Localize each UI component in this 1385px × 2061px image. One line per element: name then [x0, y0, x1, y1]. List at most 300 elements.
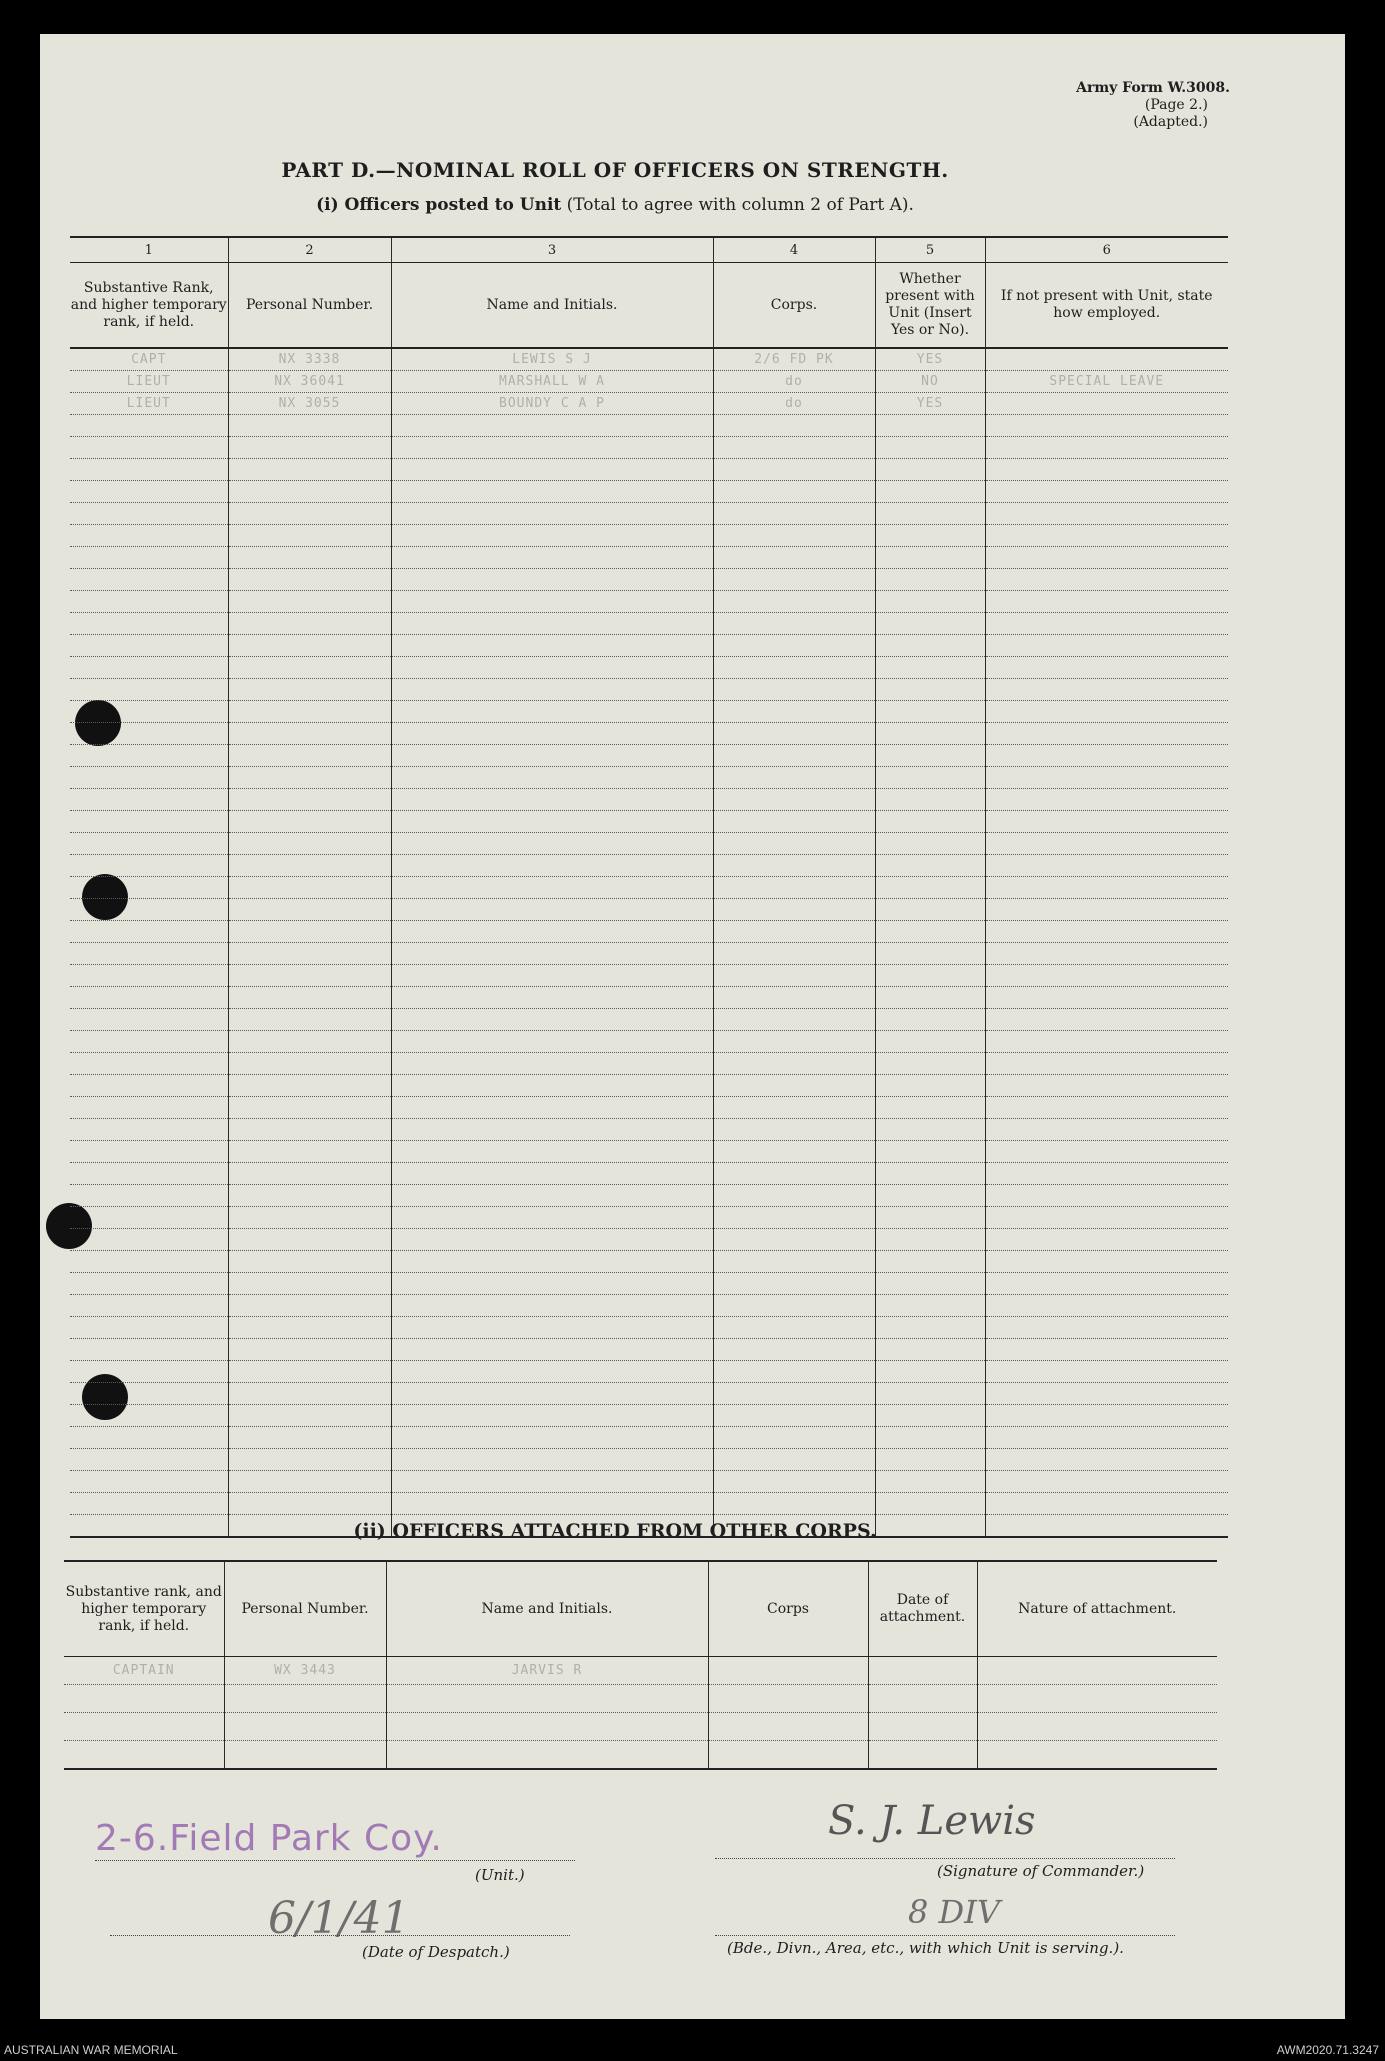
- blank-cell: [391, 1295, 713, 1317]
- blank-cell: [391, 1273, 713, 1295]
- blank-cell: [713, 503, 875, 525]
- blank-cell: [70, 591, 228, 613]
- blank-cell: [713, 1339, 875, 1361]
- blank-cell: [985, 459, 1228, 481]
- blank-cell: [391, 1207, 713, 1229]
- blank-cell: [391, 987, 713, 1009]
- blank-row: [70, 1075, 1228, 1097]
- blank-cell: [985, 701, 1228, 723]
- form-number: Army Form W.3008.: [1076, 80, 1230, 96]
- blank-cell: [713, 1141, 875, 1163]
- rank-cell: CAPT: [70, 348, 228, 371]
- blank-cell: [70, 1361, 228, 1383]
- blank-cell: [875, 767, 985, 789]
- blank-cell: [228, 1427, 391, 1449]
- number-cell: NX 3055: [228, 393, 391, 415]
- blank-cell: [70, 1119, 228, 1141]
- blank-cell: [228, 701, 391, 723]
- present-cell: YES: [875, 393, 985, 415]
- blank-cell: [228, 965, 391, 987]
- blank-cell: [391, 877, 713, 899]
- blank-cell: [70, 1097, 228, 1119]
- blank-cell: [875, 833, 985, 855]
- blank-cell: [713, 745, 875, 767]
- blank-cell: [391, 789, 713, 811]
- blank-cell: [875, 1427, 985, 1449]
- blank-cell: [713, 1075, 875, 1097]
- blank-cell: [875, 855, 985, 877]
- blank-cell: [228, 1317, 391, 1339]
- blank-cell: [70, 877, 228, 899]
- blank-cell: [875, 745, 985, 767]
- blank-cell: [391, 415, 713, 437]
- header-name: Name and Initials.: [386, 1561, 708, 1657]
- blank-cell: [391, 1229, 713, 1251]
- blank-cell: [713, 657, 875, 679]
- number-cell: NX 3338: [228, 348, 391, 371]
- blank-cell: [875, 569, 985, 591]
- blank-cell: [228, 1009, 391, 1031]
- blank-cell: [713, 1229, 875, 1251]
- blank-cell: [875, 1295, 985, 1317]
- blank-cell: [713, 613, 875, 635]
- header-rank: Substantive rank, and higher temporary rank, if held.: [64, 1561, 224, 1657]
- blank-cell: [713, 899, 875, 921]
- nature-cell: [977, 1657, 1217, 1685]
- blank-cell: [391, 745, 713, 767]
- blank-cell: [70, 1251, 228, 1273]
- blank-cell: [391, 833, 713, 855]
- blank-cell: [985, 723, 1228, 745]
- blank-cell: [875, 1053, 985, 1075]
- blank-cell: [985, 1075, 1228, 1097]
- blank-row: [70, 921, 1228, 943]
- blank-cell: [391, 437, 713, 459]
- blank-cell: [70, 855, 228, 877]
- blank-cell: [228, 1493, 391, 1515]
- blank-cell: [875, 877, 985, 899]
- archive-label: AUSTRALIAN WAR MEMORIAL: [4, 2043, 178, 2057]
- blank-cell: [228, 1097, 391, 1119]
- blank-cell: [985, 1207, 1228, 1229]
- blank-cell: [713, 1009, 875, 1031]
- blank-cell: [868, 1713, 977, 1741]
- blank-cell: [228, 877, 391, 899]
- blank-cell: [224, 1713, 386, 1741]
- table-row: [70, 348, 1228, 371]
- blank-cell: [985, 767, 1228, 789]
- blank-cell: [875, 635, 985, 657]
- form-reference: [1030, 80, 1230, 131]
- blank-cell: [391, 965, 713, 987]
- blank-cell: [875, 591, 985, 613]
- header-personal-number: Personal Number.: [228, 263, 391, 349]
- blank-cell: [713, 415, 875, 437]
- header-name: Name and Initials.: [391, 263, 713, 349]
- header-employed: If not present with Unit, state how employed.: [985, 263, 1228, 349]
- blank-cell: [713, 591, 875, 613]
- blank-cell: [713, 1471, 875, 1493]
- blank-cell: [391, 767, 713, 789]
- header-corps: Corps.: [713, 263, 875, 349]
- blank-cell: [985, 965, 1228, 987]
- subtitle-bold: (i) Officers posted to Unit: [316, 195, 562, 215]
- blank-cell: [875, 943, 985, 965]
- blank-cell: [713, 437, 875, 459]
- blank-cell: [228, 1229, 391, 1251]
- employed-cell: [985, 348, 1228, 371]
- blank-row: [70, 459, 1228, 481]
- blank-cell: [70, 481, 228, 503]
- blank-cell: [70, 569, 228, 591]
- employed-cell: [985, 393, 1228, 415]
- blank-cell: [391, 1339, 713, 1361]
- number-cell: WX 3443: [224, 1657, 386, 1685]
- blank-cell: [70, 1339, 228, 1361]
- blank-cell: [391, 547, 713, 569]
- blank-cell: [391, 503, 713, 525]
- blank-row: [70, 525, 1228, 547]
- blank-cell: [70, 789, 228, 811]
- form-adapted-note: (Adapted.): [1133, 114, 1208, 130]
- blank-cell: [228, 789, 391, 811]
- blank-cell: [985, 1405, 1228, 1427]
- blank-row: [70, 1207, 1228, 1229]
- blank-cell: [985, 1427, 1228, 1449]
- blank-cell: [875, 1185, 985, 1207]
- blank-cell: [64, 1713, 224, 1741]
- blank-cell: [713, 789, 875, 811]
- blank-cell: [391, 701, 713, 723]
- date-line: [110, 1935, 570, 1936]
- blank-cell: [228, 1207, 391, 1229]
- number-cell: NX 36041: [228, 371, 391, 393]
- blank-cell: [875, 701, 985, 723]
- officers-attached-table: [64, 1560, 1217, 1770]
- blank-cell: [228, 811, 391, 833]
- blank-cell: [875, 1317, 985, 1339]
- blank-cell: [391, 481, 713, 503]
- column-number: 4: [713, 237, 875, 263]
- blank-cell: [391, 1317, 713, 1339]
- blank-cell: [713, 1163, 875, 1185]
- blank-cell: [391, 1427, 713, 1449]
- blank-row: [70, 701, 1228, 723]
- blank-cell: [713, 833, 875, 855]
- blank-cell: [224, 1685, 386, 1713]
- blank-cell: [391, 1449, 713, 1471]
- blank-cell: [228, 657, 391, 679]
- employed-cell: SPECIAL LEAVE: [985, 371, 1228, 393]
- blank-cell: [985, 1009, 1228, 1031]
- blank-cell: [70, 1317, 228, 1339]
- blank-row: [70, 1009, 1228, 1031]
- blank-row: [70, 437, 1228, 459]
- blank-cell: [713, 1493, 875, 1515]
- blank-cell: [224, 1741, 386, 1770]
- blank-cell: [228, 679, 391, 701]
- blank-row: [70, 987, 1228, 1009]
- blank-cell: [228, 1185, 391, 1207]
- blank-cell: [391, 723, 713, 745]
- blank-cell: [985, 525, 1228, 547]
- blank-cell: [713, 767, 875, 789]
- blank-cell: [985, 1317, 1228, 1339]
- blank-cell: [713, 635, 875, 657]
- blank-cell: [713, 481, 875, 503]
- blank-cell: [391, 459, 713, 481]
- blank-row: [70, 1449, 1228, 1471]
- blank-row: [70, 1053, 1228, 1075]
- blank-cell: [875, 1493, 985, 1515]
- blank-cell: [875, 525, 985, 547]
- blank-cell: [228, 1339, 391, 1361]
- blank-cell: [875, 811, 985, 833]
- blank-row: [70, 1405, 1228, 1427]
- blank-cell: [70, 459, 228, 481]
- blank-cell: [875, 921, 985, 943]
- blank-cell: [875, 1251, 985, 1273]
- blank-cell: [391, 591, 713, 613]
- blank-cell: [713, 1031, 875, 1053]
- blank-cell: [713, 855, 875, 877]
- blank-cell: [875, 1229, 985, 1251]
- part-ii-title: (ii) OFFICERS ATTACHED FROM OTHER CORPS.: [353, 1520, 877, 1542]
- blank-cell: [70, 1141, 228, 1163]
- blank-cell: [713, 1295, 875, 1317]
- blank-cell: [70, 767, 228, 789]
- blank-cell: [228, 745, 391, 767]
- blank-cell: [977, 1741, 1217, 1770]
- blank-cell: [708, 1713, 868, 1741]
- blank-cell: [985, 481, 1228, 503]
- blank-cell: [868, 1685, 977, 1713]
- blank-cell: [875, 1207, 985, 1229]
- blank-cell: [985, 1493, 1228, 1515]
- header-personal-number: Personal Number.: [224, 1561, 386, 1657]
- blank-cell: [713, 921, 875, 943]
- blank-cell: [386, 1741, 708, 1770]
- blank-cell: [713, 1119, 875, 1141]
- blank-cell: [228, 767, 391, 789]
- blank-cell: [228, 899, 391, 921]
- blank-cell: [228, 1449, 391, 1471]
- blank-cell: [713, 965, 875, 987]
- blank-cell: [875, 503, 985, 525]
- name-cell: LEWIS S J: [391, 348, 713, 371]
- blank-cell: [985, 1251, 1228, 1273]
- blank-cell: [985, 855, 1228, 877]
- date-caption: (Date of Despatch.): [362, 1943, 510, 1961]
- officers-posted-table: [70, 236, 1228, 1538]
- date-cell: [868, 1657, 977, 1685]
- blank-cell: [391, 1383, 713, 1405]
- blank-cell: [875, 679, 985, 701]
- blank-row: [70, 613, 1228, 635]
- blank-cell: [228, 1471, 391, 1493]
- present-cell: YES: [875, 348, 985, 371]
- unit-caption: (Unit.): [475, 1866, 525, 1884]
- blank-cell: [977, 1685, 1217, 1713]
- blank-cell: [985, 1097, 1228, 1119]
- blank-cell: [985, 1119, 1228, 1141]
- form-page-number: (Page 2.): [1144, 97, 1208, 113]
- blank-cell: [228, 415, 391, 437]
- blank-cell: [228, 1053, 391, 1075]
- blank-cell: [713, 1361, 875, 1383]
- blank-cell: [713, 1383, 875, 1405]
- blank-cell: [875, 1273, 985, 1295]
- blank-cell: [228, 613, 391, 635]
- subtitle-rest: (Total to agree with column 2 of Part A).: [561, 195, 914, 215]
- column-number: 5: [875, 237, 985, 263]
- blank-cell: [875, 415, 985, 437]
- blank-row: [70, 899, 1228, 921]
- blank-row: [70, 591, 1228, 613]
- blank-cell: [70, 437, 228, 459]
- blank-row: [70, 1471, 1228, 1493]
- blank-cell: [713, 723, 875, 745]
- blank-cell: [713, 1053, 875, 1075]
- blank-cell: [70, 943, 228, 965]
- blank-row: [70, 635, 1228, 657]
- blank-cell: [391, 569, 713, 591]
- blank-cell: [228, 1273, 391, 1295]
- blank-cell: [228, 1295, 391, 1317]
- rank-cell: CAPTAIN: [64, 1657, 224, 1685]
- blank-cell: [713, 1427, 875, 1449]
- blank-row: [64, 1741, 1217, 1770]
- blank-cell: [228, 525, 391, 547]
- blank-cell: [64, 1685, 224, 1713]
- blank-cell: [875, 1405, 985, 1427]
- signature-caption: (Signature of Commander.): [937, 1862, 1145, 1880]
- signature-line: [715, 1858, 1175, 1859]
- blank-cell: [228, 1383, 391, 1405]
- header-date-attached: Date of attachment.: [868, 1561, 977, 1657]
- blank-row: [70, 745, 1228, 767]
- blank-cell: [875, 1119, 985, 1141]
- blank-cell: [70, 723, 228, 745]
- blank-cell: [985, 1229, 1228, 1251]
- blank-cell: [713, 547, 875, 569]
- blank-cell: [713, 525, 875, 547]
- blank-cell: [228, 1163, 391, 1185]
- blank-cell: [391, 1031, 713, 1053]
- blank-row: [64, 1713, 1217, 1741]
- blank-cell: [875, 1097, 985, 1119]
- blank-cell: [985, 635, 1228, 657]
- blank-cell: [708, 1741, 868, 1770]
- blank-cell: [70, 745, 228, 767]
- blank-cell: [985, 591, 1228, 613]
- blank-cell: [228, 1405, 391, 1427]
- blank-row: [70, 855, 1228, 877]
- blank-cell: [713, 1273, 875, 1295]
- blank-cell: [228, 1361, 391, 1383]
- rank-cell: LIEUT: [70, 371, 228, 393]
- blank-row: [70, 1119, 1228, 1141]
- blank-cell: [875, 613, 985, 635]
- blank-cell: [977, 1713, 1217, 1741]
- blank-cell: [391, 525, 713, 547]
- blank-cell: [70, 613, 228, 635]
- blank-cell: [391, 679, 713, 701]
- blank-row: [70, 547, 1228, 569]
- blank-cell: [70, 701, 228, 723]
- blank-cell: [391, 855, 713, 877]
- blank-cell: [70, 1075, 228, 1097]
- table-row: [70, 371, 1228, 393]
- blank-cell: [985, 657, 1228, 679]
- blank-cell: [985, 1031, 1228, 1053]
- blank-cell: [228, 833, 391, 855]
- blank-cell: [70, 525, 228, 547]
- blank-cell: [713, 679, 875, 701]
- blank-cell: [391, 1405, 713, 1427]
- blank-cell: [875, 723, 985, 745]
- blank-cell: [228, 943, 391, 965]
- blank-cell: [708, 1685, 868, 1713]
- blank-row: [64, 1685, 1217, 1713]
- blank-cell: [985, 1471, 1228, 1493]
- unit-stamp: 2-6.Field Park Coy.: [95, 1818, 443, 1859]
- present-cell: NO: [875, 371, 985, 393]
- blank-cell: [985, 437, 1228, 459]
- blank-cell: [228, 723, 391, 745]
- blank-cell: [985, 569, 1228, 591]
- blank-cell: [985, 547, 1228, 569]
- blank-cell: [228, 503, 391, 525]
- blank-cell: [875, 1471, 985, 1493]
- blank-row: [70, 877, 1228, 899]
- blank-cell: [713, 569, 875, 591]
- blank-cell: [875, 547, 985, 569]
- blank-cell: [985, 1361, 1228, 1383]
- corps-cell: do: [713, 371, 875, 393]
- blank-row: [70, 943, 1228, 965]
- name-cell: BOUNDY C A P: [391, 393, 713, 415]
- blank-cell: [70, 1229, 228, 1251]
- blank-row: [70, 1295, 1228, 1317]
- blank-row: [70, 481, 1228, 503]
- blank-row: [70, 1339, 1228, 1361]
- part-d-subtitle: [70, 195, 1160, 215]
- blank-cell: [713, 877, 875, 899]
- header-rank: Substantive Rank, and higher temporary rank, if held.: [70, 263, 228, 349]
- signature: S. J. Lewis: [828, 1798, 1036, 1844]
- name-cell: MARSHALL W A: [391, 371, 713, 393]
- blank-cell: [875, 1163, 985, 1185]
- blank-cell: [228, 547, 391, 569]
- blank-cell: [228, 1251, 391, 1273]
- blank-cell: [70, 1449, 228, 1471]
- blank-cell: [70, 833, 228, 855]
- blank-cell: [391, 1251, 713, 1273]
- blank-cell: [985, 679, 1228, 701]
- blank-cell: [70, 1405, 228, 1427]
- date-handwritten: 6/1/41: [268, 1893, 410, 1944]
- blank-row: [70, 1427, 1228, 1449]
- blank-cell: [985, 503, 1228, 525]
- blank-cell: [875, 1383, 985, 1405]
- blank-cell: [386, 1713, 708, 1741]
- blank-cell: [713, 701, 875, 723]
- blank-cell: [875, 459, 985, 481]
- rank-cell: LIEUT: [70, 393, 228, 415]
- blank-cell: [391, 1361, 713, 1383]
- blank-row: [70, 569, 1228, 591]
